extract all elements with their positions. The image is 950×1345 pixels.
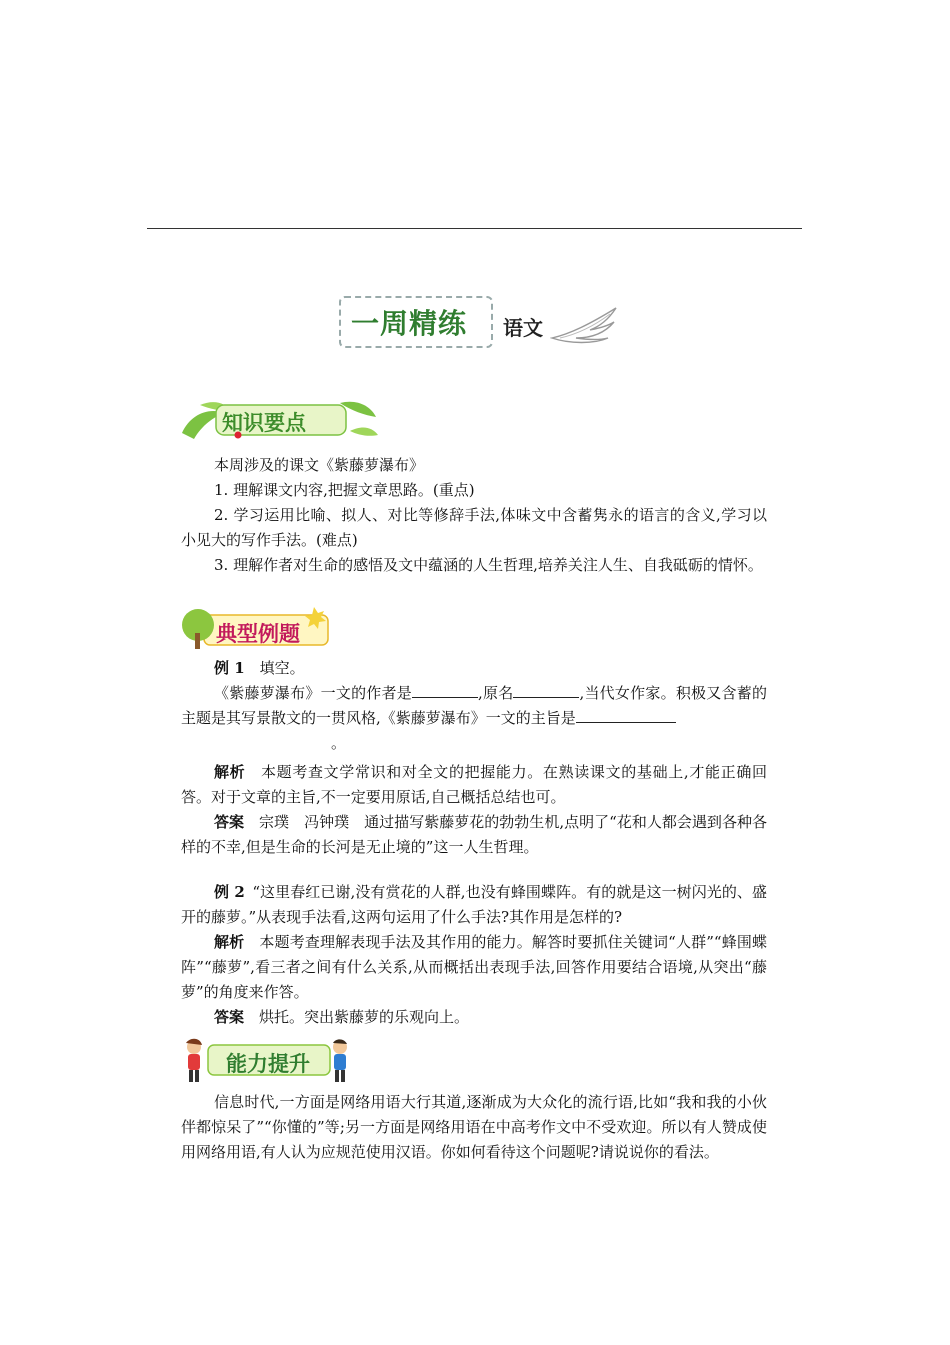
example-1-q-part1: 《紫藤萝瀑布》一文的作者是 [214,684,412,702]
analysis-label: 解析 [214,933,245,951]
knowledge-item-3: 3. 理解作者对生命的感悟及文中蕴涵的人生哲理,培养关注人生、自我砥砺的情怀。 [214,556,763,574]
knowledge-intro: 本周涉及的课文《紫藤萝瀑布》 [214,456,425,474]
example-2-answer [181,1005,767,1030]
knowledge-block [181,453,767,578]
section-title-knowledge: 知识要点 [222,411,306,435]
example-1-analysis [181,760,767,810]
example-2-block [181,880,767,1030]
section-badge-examples [178,603,338,653]
example-1-answer-text: 宗璞 冯钟璞 通过描写紫藤萝花的勃勃生机,点明了“花和人都会遇到各种各样的不幸,但是生命的长河是无止境的”这一人生哲理。 [181,813,767,856]
knowledge-item-1: 1. 理解课文内容,把握文章思路。(重点) [214,481,475,499]
knowledge-item-2: 2. 学习运用比喻、拟人、对比等修辞手法,体味文中含蓄隽永的语言的含义,学习以小见大的写作手法。(难点) [181,506,767,549]
example-2-analysis [181,930,767,1005]
subject-label: 语文 [503,316,543,340]
wing-icon [550,304,620,344]
header-rule [147,228,802,229]
section-badge-ability [178,1035,353,1085]
ability-text: 信息时代,一方面是网络用语大行其道,逐渐成为大众化的流行语,比如“我和我的小伙伴都惊呆了”“你懂的”等;另一方面是网络用语在中高考作文中不受欢迎。所以有人赞成使用网络用语,有人认为应规范使用汉语。你如何看待这个问题呢?请说说你的看法。 [181,1093,767,1161]
answer-label: 答案 [214,1008,245,1026]
example-1-block [181,656,767,860]
section-title-ability: 能力提升 [226,1052,310,1076]
fill-blank-theme [576,706,676,723]
example-1-analysis-text: 本题考查文学常识和对全文的把握能力。在熟读课文的基础上,才能正确回答。对于文章的主旨,不一定要用原话,自己概括总结也可。 [181,763,767,806]
fill-blank-author [412,681,478,698]
page-title: 一周精练 [351,307,468,340]
answer-label: 答案 [214,813,245,831]
example-1-tag: 例 1 [214,659,245,677]
example-1-answer [181,810,767,860]
example-2-answer-text: 烘托。突出紫藤萝的乐观向上。 [259,1008,470,1026]
example-1-heading [181,656,767,681]
header-banner [335,290,625,360]
example-1-prompt: 填空。 [259,659,305,677]
fill-blank-theme-cont [181,732,331,748]
example-2-analysis-text: 本题考查理解表现手法及其作用的能力。解答时要抓住关键词“人群”“蜂围蝶阵”“藤萝”,看三者之间有什么关系,从而概括出表现手法,回答作用要结合语境,从突出“藤萝”的角度来作答。 [181,933,767,1001]
example-1-question [181,681,767,756]
ability-block [181,1090,767,1165]
example-2-question [181,880,767,930]
fill-blank-original-name [513,681,579,698]
section-title-examples: 典型例题 [216,622,300,646]
example-1-q-end: 。 [331,734,347,752]
analysis-label: 解析 [214,763,246,781]
example-2-tag: 例 2 [214,883,245,901]
section-badge-knowledge [180,395,380,445]
example-2-question-text: “这里春红已谢,没有赏花的人群,也没有蜂围蝶阵。有的就是这一树闪光的、盛开的藤萝。”从表现手法看,这两句运用了什么手法?其作用是怎样的? [181,883,767,926]
example-1-q-part2: ,原名 [477,684,514,702]
example-1-q-part3: ,当代女作家。积极又含蓄的主题是其写景散文的一贯风格,《紫藤萝瀑布》一文的主旨是 [181,684,767,727]
